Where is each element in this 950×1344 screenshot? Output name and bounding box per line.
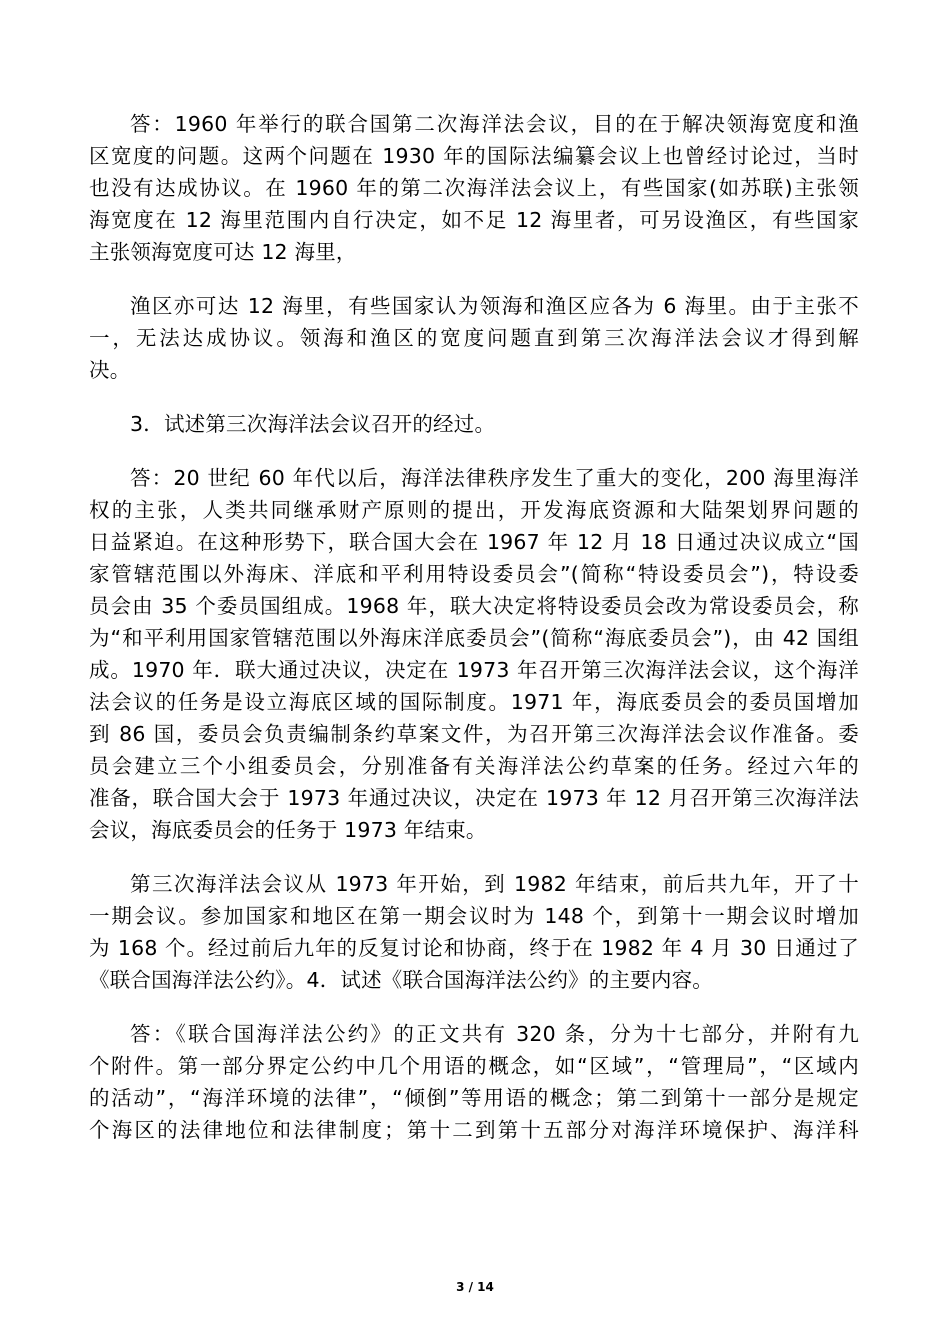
text-line: 区宽度的问题。这两个问题在 1930 年的国际法编纂会议上也曾经讨论过，当时 bbox=[89, 144, 859, 168]
text-line: 答：《联合国海洋法公约》的正文共有 320 条，分为十七部分，并附有九 bbox=[130, 1022, 859, 1046]
text-line: 一，无法达成协议。领海和渔区的宽度问题直到第三次海洋法会议才得到解 bbox=[89, 326, 859, 350]
text-line: 也没有达成协议。在 1960 年的第二次海洋法会议上，有些国家(如苏联)主张领 bbox=[89, 176, 859, 200]
text-line: 答：1960 年举行的联合国第二次海洋法会议，目的在于解决领海宽度和渔 bbox=[130, 112, 859, 136]
text-line: 权的主张，人类共同继承财产原则的提出，开发海底资源和大陆架划界问题的 bbox=[89, 498, 859, 522]
text-line: 员会建立三个小组委员会，分别准备有关海洋法公约草案的任务。经过六年的 bbox=[89, 754, 859, 778]
text-line: 法会议的任务是设立海底区域的国际制度。1971 年，海底委员会的委员国增加 bbox=[89, 690, 859, 714]
text-line: 海宽度在 12 海里范围内自行决定，如不足 12 海里者，可另设渔区，有些国家 bbox=[89, 208, 859, 232]
text-line: 个海区的法律地位和法律制度；第十二到第十五部分对海洋环境保护、海洋科 bbox=[89, 1118, 859, 1142]
text-line: 为“和平利用国家管辖范围以外海床洋底委员会”(简称“海底委员会”)，由 42 国组 bbox=[89, 626, 859, 650]
text-line: 渔区亦可达 12 海里，有些国家认为领海和渔区应各为 6 海里。由于主张不 bbox=[130, 294, 859, 318]
text-line: 成。1970 年．联大通过决议，决定在 1973 年召开第三次海洋法会议，这个海洋 bbox=[89, 658, 859, 682]
text-line: 的活动”，“海洋环境的法律”，“倾倒”等用语的概念；第二到第十一部分是规定 bbox=[89, 1086, 859, 1110]
text-line: 决。 bbox=[89, 358, 131, 382]
text-line: 个附件。第一部分界定公约中几个用语的概念，如“区域”，“管理局”，“区域内 bbox=[89, 1054, 859, 1078]
paragraph-answer-4 bbox=[89, 1018, 859, 1146]
page-number: 3 / 14 bbox=[456, 1280, 494, 1294]
paragraph-conference-history bbox=[89, 868, 859, 996]
text-line: 日益紧迫。在这种形势下，联合国大会在 1967 年 12 月 18 日通过决议成立“国 bbox=[89, 530, 859, 554]
text-line: 《联合国海洋法公约》。4．试述《联合国海洋法公约》的主要内容。 bbox=[89, 968, 713, 992]
text-line: 员会由 35 个委员国组成。1968 年，联大决定将特设委员会改为常设委员会，称 bbox=[89, 594, 859, 618]
text-line: 第三次海洋法会议从 1973 年开始，到 1982 年结束，前后共九年，开了十 bbox=[130, 872, 859, 896]
text-line: 3．试述第三次海洋法会议召开的经过。 bbox=[130, 412, 496, 436]
text-line: 到 86 国，委员会负责编制条约草案文件，为召开第三次海洋法会议作准备。委 bbox=[89, 722, 859, 746]
text-line: 会议，海底委员会的任务于 1973 年结束。 bbox=[89, 818, 487, 842]
text-line: 主张领海宽度可达 12 海里， bbox=[89, 240, 357, 264]
text-line: 一期会议。参加国家和地区在第一期会议时为 148 个，到第十一期会议时增加 bbox=[89, 904, 859, 928]
paragraph-2 bbox=[89, 290, 859, 386]
paragraph-1 bbox=[89, 108, 859, 268]
paragraph-answer-3 bbox=[89, 462, 859, 846]
document-body bbox=[89, 108, 859, 1168]
question-3-heading bbox=[89, 408, 859, 440]
text-line: 为 168 个。经过前后九年的反复讨论和协商，终于在 1982 年 4 月 30 日通过了 bbox=[89, 936, 859, 960]
text-line: 答：20 世纪 60 年代以后，海洋法律秩序发生了重大的变化，200 海里海洋 bbox=[130, 466, 859, 490]
text-line: 家管辖范围以外海床、洋底和平利用特设委员会”(简称“特设委员会”)，特设委 bbox=[89, 562, 859, 586]
text-line: 准备，联合国大会于 1973 年通过决议，决定在 1973 年 12 月召开第三次海洋法 bbox=[89, 786, 859, 810]
